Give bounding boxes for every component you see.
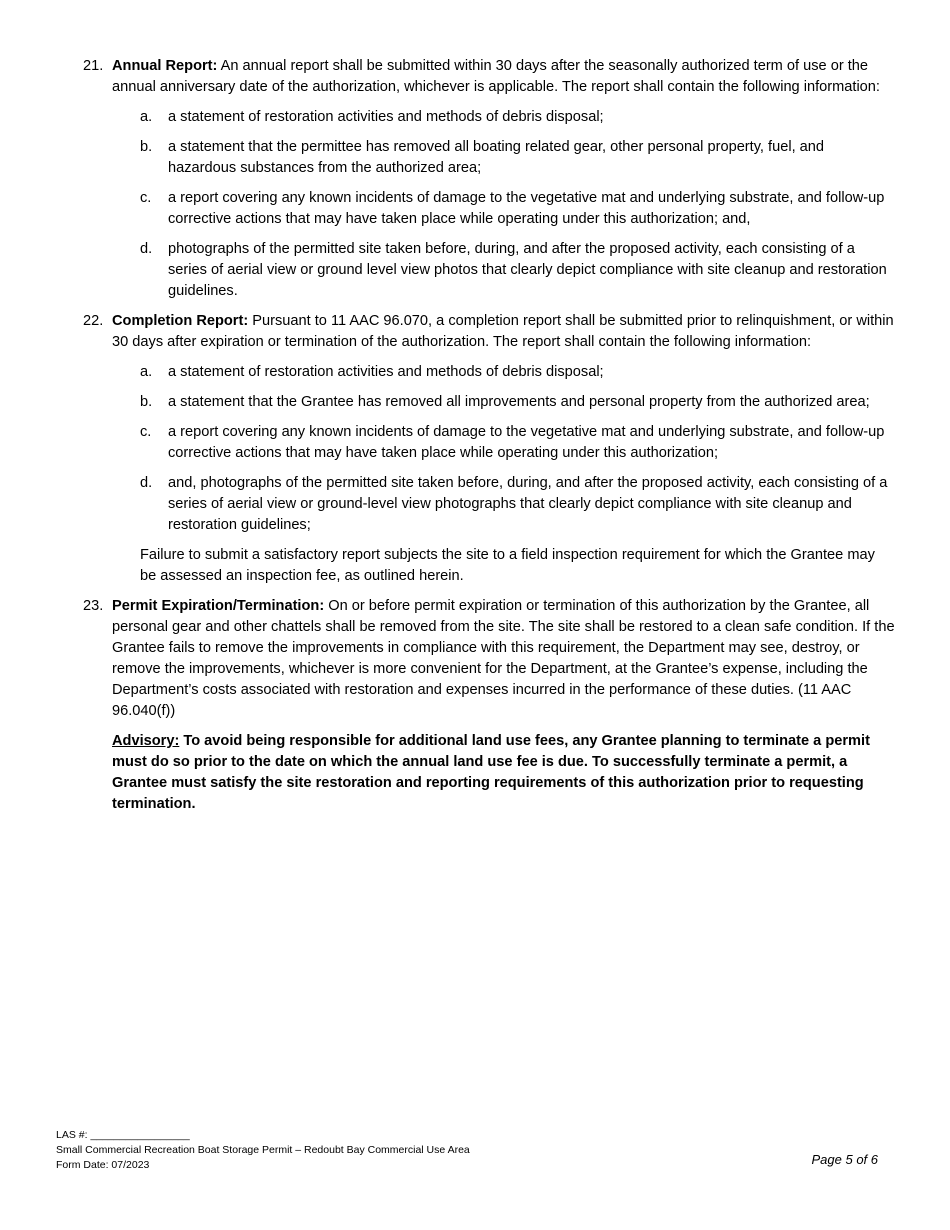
item-heading: Completion Report: <box>112 313 249 329</box>
sublist-text: a statement of restoration activities and methods of debris disposal; <box>168 364 604 380</box>
item-text: Pursuant to 11 AAC 96.070, a completion report shall be submitted prior to relinquishment, or within 30 days after expiration or termination of the authorization. The report shall contain the following information: <box>112 313 894 350</box>
sublist-letter: c. <box>140 190 152 206</box>
item-number: 23. <box>83 598 104 614</box>
document-body <box>83 56 895 824</box>
permit-title-line: Small Commercial Recreation Boat Storage Permit – Redoubt Bay Commercial Use Area <box>56 1144 470 1156</box>
sublist-letter: d. <box>140 475 153 491</box>
sublist-letter: b. <box>140 394 153 410</box>
sublist <box>112 362 895 536</box>
sublist-text: photographs of the permitted site taken before, during, and after the proposed activity, each consisting of a series of aerial view or ground level view photos that clearly depict compliance with site cleanup and restoration guidelines. <box>168 241 887 299</box>
page-number: Page 5 of 6 <box>811 1152 878 1167</box>
sublist-text: a report covering any known incidents of damage to the vegetative mat and underlying substrate, and follow-up corrective actions that may have taken place while operating under this authorization; and, <box>168 190 885 227</box>
sublist-letter: d. <box>140 241 153 257</box>
item-text: An annual report shall be submitted within 30 days after the seasonally authorized term of use or the annual anniversary date of the authorization, whichever is applicable. The report shall contain the following information: <box>112 58 880 95</box>
item-number: 21. <box>83 58 104 74</box>
las-number-line: LAS #: _________________ <box>56 1129 190 1141</box>
sublist-text: a report covering any known incidents of damage to the vegetative mat and underlying substrate, and follow-up corrective actions that may have taken place while operating under this authorization; <box>168 424 885 461</box>
sublist-letter: a. <box>140 364 153 380</box>
sublist-item <box>112 422 895 464</box>
sublist-letter: b. <box>140 139 153 155</box>
sublist-text: and, photographs of the permitted site taken before, during, and after the proposed activity, each consisting of a series of aerial view or ground-level view photographs that clearly depict compliance with site cleanup and restoration guidelines; <box>168 475 888 533</box>
advisory-paragraph <box>112 731 895 815</box>
sublist-item <box>112 107 895 128</box>
item-number: 22. <box>83 313 104 329</box>
form-date-line: Form Date: 07/2023 <box>56 1159 150 1171</box>
sublist-text: a statement that the permittee has removed all boating related gear, other personal property, fuel, and hazardous substances from the authorized area; <box>168 139 825 176</box>
closing-paragraph: Failure to submit a satisfactory report subjects the site to a field inspection requirement for which the Grantee may be assessed an inspection fee, as outlined herein. <box>140 547 875 584</box>
footer-info <box>56 1128 470 1173</box>
sublist-item <box>112 137 895 179</box>
sublist-item <box>112 362 895 383</box>
list-item-23 <box>83 596 895 815</box>
sublist-item <box>112 188 895 230</box>
sublist-item <box>112 473 895 536</box>
list-item-21 <box>83 56 895 302</box>
advisory-text: To avoid being responsible for additional land use fees, any Grantee planning to terminate a permit must do so prior to the date on which the annual land use fee is due. To successfully terminate a permit, a Grantee must satisfy the site restoration and reporting requirements of this authorization prior to requesting termination. <box>112 733 870 812</box>
list-item-22 <box>83 311 895 587</box>
sublist-letter: c. <box>140 424 152 440</box>
sublist-item <box>112 239 895 302</box>
item-heading: Permit Expiration/Termination: <box>112 598 325 614</box>
item-heading: Annual Report: <box>112 58 218 74</box>
sublist-item <box>112 392 895 413</box>
sublist-letter: a. <box>140 109 153 125</box>
sublist-text: a statement that the Grantee has removed all improvements and personal property from the authorized area; <box>168 394 870 410</box>
item-text: On or before permit expiration or termination of this authorization by the Grantee, all personal gear and other chattels shall be removed from the site. The site shall be restored to a clean safe condition. If the Grantee fails to remove the improvements in compliance with this requirement, the Department may see, destroy, or remove the improvements, whichever is more convenient for the Department, at the Grantee’s expense, including the Department’s costs associated with restoration and expenses incurred in the performance of these duties. (11 AAC 96.040(f)) <box>112 598 895 719</box>
advisory-label: Advisory: <box>112 733 180 749</box>
sublist-text: a statement of restoration activities and methods of debris disposal; <box>168 109 604 125</box>
sublist <box>112 107 895 302</box>
